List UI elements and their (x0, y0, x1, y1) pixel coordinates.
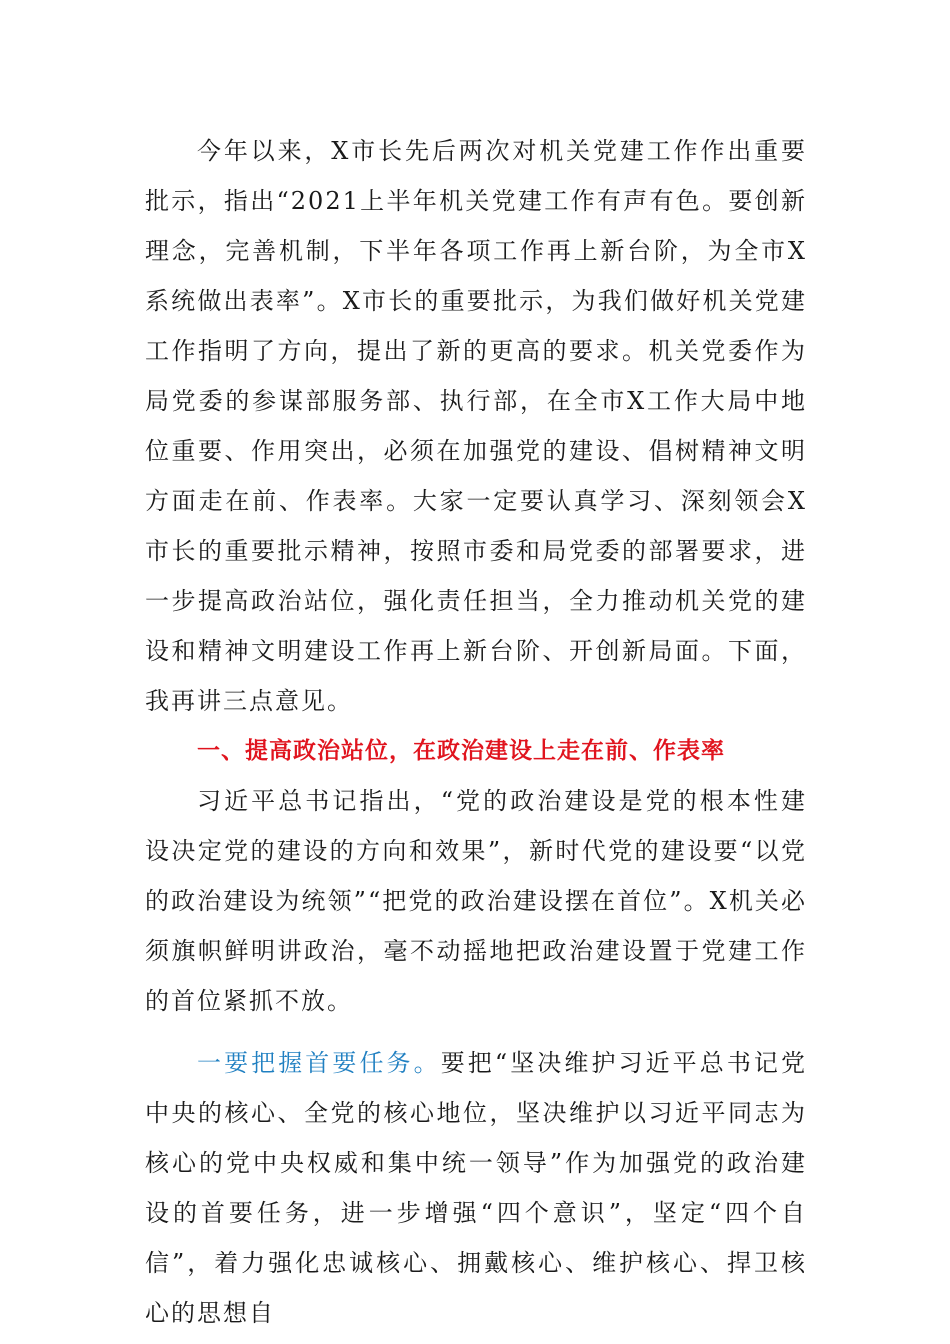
section-paragraph: 习近平总书记指出，“党的政治建设是党的根本性建设决定党的建设的方向和效果”，新时代党的建设要“以党的政治建设为统领”“把党的政治建设摆在首位”。X机关必须旗帜鲜明讲政治，毫不动摇地把政治建设置于党建工作的首位紧抓不放。 (145, 787, 807, 1015)
point-paragraph (145, 1038, 807, 1338)
paragraph-gap (145, 1026, 807, 1038)
point-text: 要把“坚决维护习近平总书记党中央的核心、全党的核心地位，坚决维护以习近平同志为核心的党中央权威和集中统一领导”作为加强党的政治建设的首要任务，进一步增强“四个意识”，坚定“四个自信”，着力强化忠诚核心、拥戴核心、维护核心、捍卫核心的思想自 (145, 1049, 807, 1327)
document-body (145, 126, 807, 1338)
intro-paragraph: 今年以来，X市长先后两次对机关党建工作作出重要批示，指出“2021上半年机关党建工作有声有色。要创新理念，完善机制，下半年各项工作再上新台阶，为全市X系统做出表率”。X市长的重要批示，为我们做好机关党建工作指明了方向，提出了新的更高的要求。机关党委作为局党委的参谋部服务部、执行部，在全市X工作大局中地位重要、作用突出，必须在加强党的建设、倡树精神文明方面走在前、作表率。大家一定要认真学习、深刻领会X市长的重要批示精神，按照市委和局党委的部署要求，进一步提高政治站位，强化责任担当，全力推动机关党的建设和精神文明建设工作再上新台阶、开创新局面。下面，我再讲三点意见。 (145, 137, 807, 715)
section-heading: 一、提高政治站位，在政治建设上走在前、作表率 (197, 738, 725, 764)
point-lead: 一要把握首要任务。 (197, 1049, 441, 1077)
